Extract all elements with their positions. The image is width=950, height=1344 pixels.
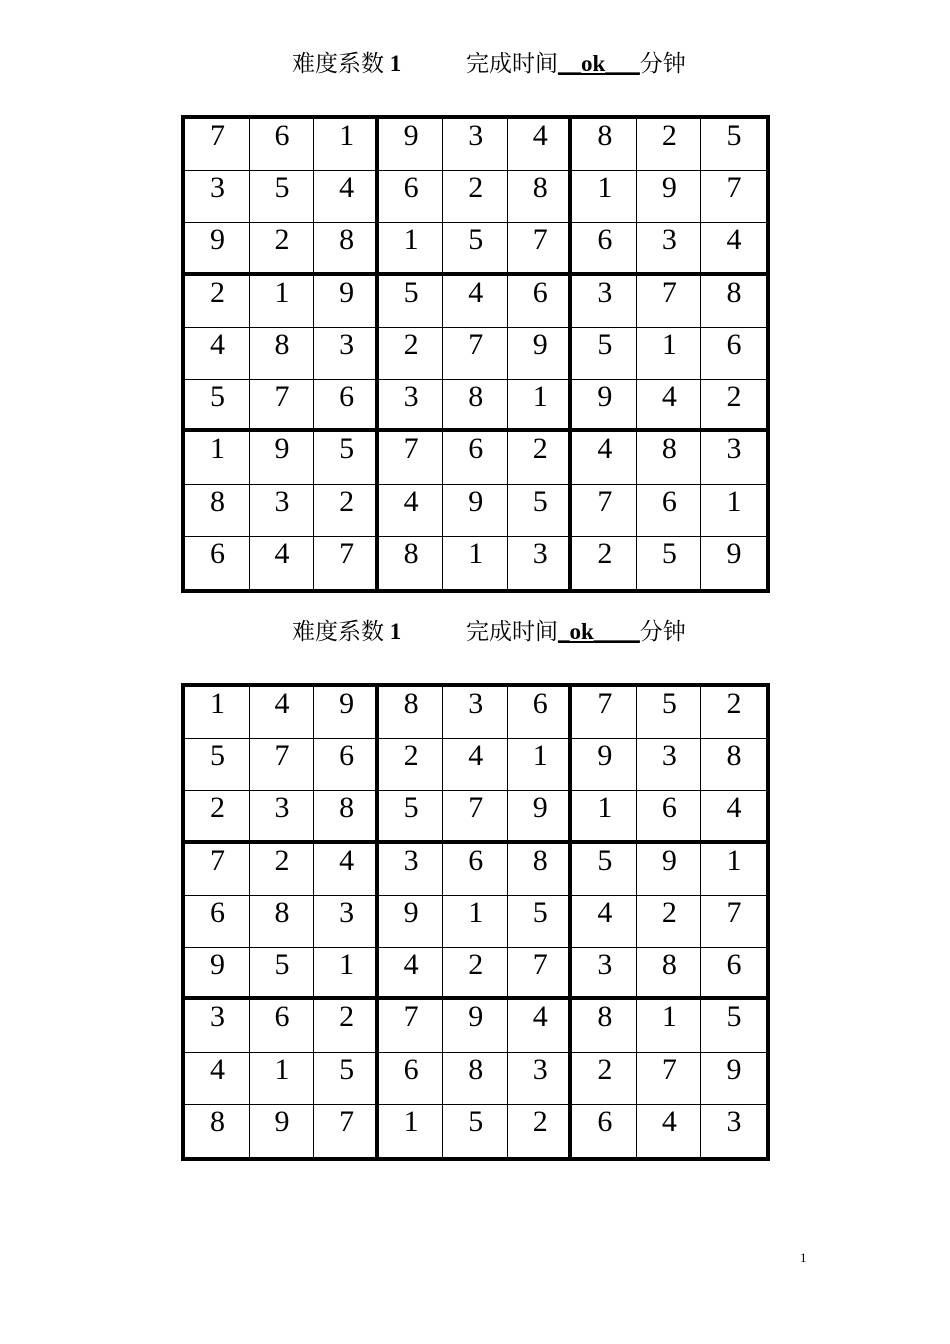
sudoku-cell: 2 — [508, 1105, 573, 1157]
sudoku-cell: 8 — [185, 1105, 250, 1157]
sudoku-cell: 2 — [443, 171, 508, 223]
sudoku-cell: 3 — [379, 844, 444, 896]
sudoku-grid-2 — [181, 683, 770, 1161]
sudoku-cell: 1 — [637, 328, 702, 380]
sudoku-cell: 5 — [250, 171, 315, 223]
sudoku-cell: 3 — [314, 896, 379, 948]
sudoku-cell: 9 — [701, 1053, 766, 1105]
sudoku-cell: 5 — [701, 119, 766, 171]
sudoku-cell: 4 — [572, 432, 637, 484]
sudoku-cell: 5 — [572, 844, 637, 896]
sudoku-cell: 9 — [379, 896, 444, 948]
sudoku-cell: 6 — [701, 948, 766, 1000]
sudoku-cell: 8 — [508, 844, 573, 896]
sudoku-cell: 5 — [443, 1105, 508, 1157]
sudoku-cell: 6 — [443, 432, 508, 484]
sudoku-cell: 5 — [443, 223, 508, 275]
sudoku-cell: 4 — [508, 119, 573, 171]
sudoku-cell: 7 — [185, 844, 250, 896]
sudoku-cell: 4 — [637, 380, 702, 432]
sudoku-cell: 6 — [637, 485, 702, 537]
sudoku-cell: 4 — [701, 223, 766, 275]
sudoku-cell: 5 — [379, 791, 444, 843]
completion-time-label: 完成时间 — [466, 619, 558, 644]
difficulty-label: 难度系数 — [292, 51, 384, 76]
sudoku-cell: 9 — [379, 119, 444, 171]
completion-time-suffix: ___ — [605, 51, 640, 76]
completion-time-value: ok — [581, 51, 606, 76]
difficulty-label-group — [292, 47, 401, 81]
completion-time-suffix: ____ — [593, 619, 640, 644]
sudoku-cell: 4 — [572, 896, 637, 948]
sudoku-cell: 9 — [443, 1000, 508, 1052]
sudoku-cell: 4 — [379, 948, 444, 1000]
sudoku-grid-1 — [181, 115, 770, 593]
sudoku-cell: 8 — [637, 432, 702, 484]
sudoku-cell: 1 — [701, 844, 766, 896]
sudoku-cell: 2 — [701, 380, 766, 432]
sudoku-cell: 7 — [443, 791, 508, 843]
completion-time-label: 完成时间 — [466, 51, 558, 76]
sudoku-cell: 3 — [250, 485, 315, 537]
sudoku-cell: 7 — [637, 1053, 702, 1105]
sudoku-cell: 3 — [508, 1053, 573, 1105]
sudoku-cell: 9 — [726, 536, 742, 570]
sudoku-cell: 2 — [185, 276, 250, 328]
sudoku-cell: 4 — [443, 739, 508, 791]
sudoku-cell: 6 — [379, 171, 444, 223]
sudoku-cell: 7 — [314, 1105, 379, 1157]
sudoku-cell: 3 — [250, 791, 315, 843]
sudoku-cell: 9 — [443, 485, 508, 537]
sudoku-cell: 5 — [379, 276, 444, 328]
sudoku-cell: 9 — [314, 687, 379, 739]
sudoku-cell: 6 — [185, 537, 250, 589]
sudoku-cell: 8 — [314, 223, 379, 275]
sudoku-cell: 8 — [379, 537, 444, 589]
sudoku-cell: 6 — [379, 1053, 444, 1105]
sudoku-cell: 7 — [572, 485, 637, 537]
sudoku-cell: 3 — [379, 380, 444, 432]
sudoku-cell: 3 — [314, 328, 379, 380]
sudoku-cell: 7 — [443, 328, 508, 380]
sudoku-cell: 2 — [443, 948, 508, 1000]
sudoku-cell: 5 — [637, 687, 702, 739]
sudoku-cell: 7 — [379, 1000, 444, 1052]
sudoku-cell: 2 — [185, 791, 250, 843]
sudoku-cell: 7 — [701, 171, 766, 223]
sudoku-cell: 6 — [314, 739, 379, 791]
sudoku-cell: 1 — [508, 380, 573, 432]
sudoku-cell: 4 — [314, 844, 379, 896]
sudoku-cell: 7 — [250, 739, 315, 791]
sudoku-cell: 5 — [250, 948, 315, 1000]
difficulty-label-group — [292, 615, 401, 649]
sudoku-cell: 1 — [185, 432, 250, 484]
sudoku-cell: 8 — [314, 791, 379, 843]
sudoku-cell: 6 — [637, 791, 702, 843]
sudoku-cell: 3 — [572, 948, 637, 1000]
sudoku-cell: 4 — [379, 485, 444, 537]
sudoku-cell: 7 — [701, 896, 766, 948]
sudoku-cell: 9 — [314, 276, 379, 328]
sudoku-cell: 8 — [572, 1000, 637, 1052]
difficulty-value: 1 — [389, 51, 402, 76]
sudoku-cell: 2 — [572, 1053, 637, 1105]
sudoku-cell: 6 — [701, 328, 766, 380]
sudoku-cell: 4 — [443, 276, 508, 328]
sudoku-cell: 8 — [185, 485, 250, 537]
sudoku-cell: 9 — [637, 844, 702, 896]
sudoku-cell: 9 — [508, 791, 573, 843]
sudoku-cell: 5 — [508, 485, 573, 537]
completion-time-group — [466, 47, 686, 81]
completion-time-prefix: __ — [558, 51, 581, 76]
sudoku-cell: 7 — [637, 276, 702, 328]
sudoku-cell: 3 — [508, 537, 573, 589]
sudoku-cell: 1 — [508, 739, 573, 791]
sudoku-cell: 1 — [185, 687, 250, 739]
sudoku-cell: 4 — [701, 791, 766, 843]
sudoku-cell: 3 — [185, 1000, 250, 1052]
sudoku-cell: 4 — [637, 1105, 702, 1157]
sudoku-cell: 2 — [637, 119, 702, 171]
sudoku-cell: 6 — [250, 119, 315, 171]
difficulty-label: 难度系数 — [292, 619, 384, 644]
sudoku-cell: 6 — [443, 844, 508, 896]
sudoku-cell: 2 — [314, 485, 379, 537]
sudoku-cell: 5 — [572, 328, 637, 380]
sudoku-cell: 1 — [637, 1000, 702, 1052]
sudoku-cell: 1 — [250, 276, 315, 328]
sudoku-cell: 1 — [572, 791, 637, 843]
sudoku-cell: 7 — [250, 380, 315, 432]
sudoku-cell: 4 — [185, 1053, 250, 1105]
sudoku-cell: 3 — [701, 432, 766, 484]
sudoku-cell: 7 — [314, 537, 379, 589]
sudoku-cell: 4 — [250, 687, 315, 739]
sudoku-cell: 1 — [572, 171, 637, 223]
sudoku-cell: 1 — [701, 485, 766, 537]
sudoku-cell: 5 — [185, 739, 250, 791]
sudoku-cell: 2 — [379, 739, 444, 791]
sudoku-cell: 2 — [637, 896, 702, 948]
sudoku-cell: 5 — [314, 432, 379, 484]
sudoku-cell: 2 — [250, 223, 315, 275]
sudoku-cell: 1 — [314, 948, 379, 1000]
sudoku-cell: 7 — [379, 432, 444, 484]
completion-time-unit: 分钟 — [639, 51, 686, 76]
sudoku-cell: 6 — [314, 380, 379, 432]
puzzle-2-heading — [0, 615, 950, 649]
sudoku-cell: 8 — [250, 896, 315, 948]
sudoku-cell: 4 — [250, 537, 315, 589]
sudoku-cell: 6 — [572, 223, 637, 275]
sudoku-cell: 5 — [701, 1000, 766, 1052]
sudoku-cell: 2 — [572, 537, 637, 589]
difficulty-value: 1 — [389, 619, 402, 644]
sudoku-cell: 6 — [572, 1105, 637, 1157]
completion-time-value: ok — [569, 619, 594, 644]
sudoku-cell: 2 — [508, 432, 573, 484]
sudoku-cell: 6 — [508, 276, 573, 328]
sudoku-cell: 8 — [250, 328, 315, 380]
sudoku-cell: 2 — [379, 328, 444, 380]
sudoku-cell: 1 — [443, 537, 508, 589]
completion-time-group — [466, 615, 686, 649]
sudoku-cell: 4 — [508, 1000, 573, 1052]
page-number: 1 — [800, 1250, 807, 1265]
sudoku-cell: 5 — [314, 1053, 379, 1105]
sudoku-cell: 2 — [314, 1000, 379, 1052]
sudoku-cell: 3 — [443, 119, 508, 171]
puzzle-1-heading — [0, 47, 950, 81]
sudoku-cell: 8 — [701, 739, 766, 791]
sudoku-cell: 8 — [637, 948, 702, 1000]
sudoku-cell: 7 — [572, 687, 637, 739]
sudoku-cell: 1 — [379, 223, 444, 275]
sudoku-cell: 2 — [250, 844, 315, 896]
completion-time-unit: 分钟 — [639, 619, 686, 644]
sudoku-cell: 1 — [379, 1105, 444, 1157]
sudoku-cell: 7 — [185, 119, 250, 171]
sudoku-cell: 5 — [508, 896, 573, 948]
sudoku-cell: 8 — [572, 119, 637, 171]
sudoku-cell: 5 — [185, 380, 250, 432]
sudoku-cell: 3 — [637, 223, 702, 275]
sudoku-cell: 3 — [185, 171, 250, 223]
sudoku-cell: 9 — [185, 223, 250, 275]
sudoku-cell: 6 — [250, 1000, 315, 1052]
sudoku-cell: 9 — [185, 948, 250, 1000]
completion-time-prefix: _ — [558, 619, 570, 644]
sudoku-cell: 7 — [508, 223, 573, 275]
sudoku-cell: 6 — [508, 687, 573, 739]
sudoku-cell: 1 — [314, 119, 379, 171]
sudoku-cell: 9 — [637, 171, 702, 223]
sudoku-cell: 1 — [443, 896, 508, 948]
sudoku-cell: 5 — [637, 537, 702, 589]
sudoku-cell: 4 — [314, 171, 379, 223]
sudoku-cell: 2 — [701, 687, 766, 739]
sudoku-cell: 9 — [250, 432, 315, 484]
sudoku-cell: 8 — [443, 380, 508, 432]
sudoku-cell: 9 — [572, 380, 637, 432]
sudoku-cell: 8 — [379, 687, 444, 739]
sudoku-cell: 8 — [701, 276, 766, 328]
sudoku-cell: 3 — [726, 1104, 742, 1138]
sudoku-cell: 3 — [443, 687, 508, 739]
sudoku-cell: 8 — [443, 1053, 508, 1105]
sudoku-cell: 9 — [572, 739, 637, 791]
sudoku-cell: 4 — [185, 328, 250, 380]
sudoku-cell: 3 — [637, 739, 702, 791]
sudoku-cell: 8 — [508, 171, 573, 223]
sudoku-cell: 1 — [250, 1053, 315, 1105]
sudoku-cell: 9 — [250, 1105, 315, 1157]
sudoku-cell: 9 — [508, 328, 573, 380]
sudoku-cell: 3 — [572, 276, 637, 328]
sudoku-cell: 6 — [185, 896, 250, 948]
sudoku-cell: 7 — [508, 948, 573, 1000]
